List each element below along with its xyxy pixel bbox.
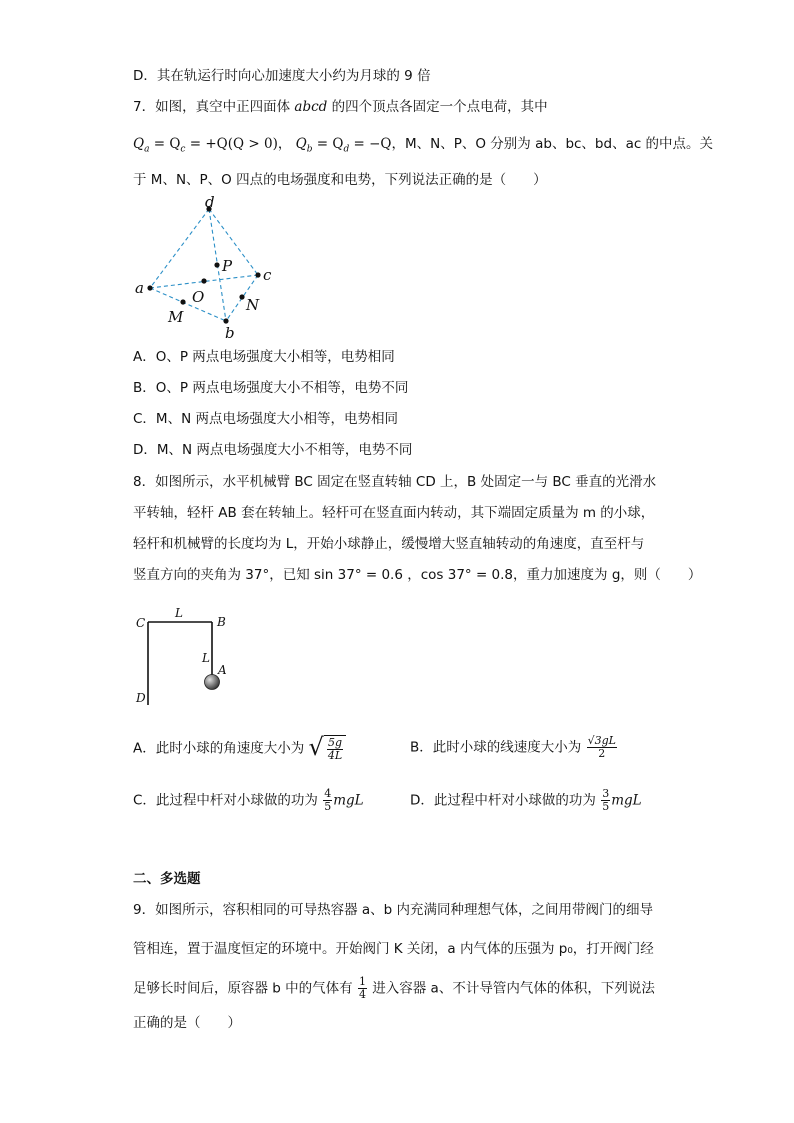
q7-line1-post: 的四个顶点各固定一个点电荷，其中 bbox=[327, 99, 548, 115]
label-m: M bbox=[168, 308, 184, 326]
q7-qd-expr: = Q bbox=[316, 136, 344, 152]
q8-optB-frac bbox=[587, 735, 617, 760]
label-B: B bbox=[217, 615, 226, 629]
label-c: c bbox=[263, 266, 272, 284]
q8-optD-frac bbox=[601, 788, 610, 813]
q8-optA-frac bbox=[327, 737, 343, 762]
q8-optD-tail: mgL bbox=[611, 792, 642, 809]
point-a bbox=[147, 285, 152, 290]
q7-line1-abcd: abcd bbox=[294, 99, 328, 115]
tetrahedron-figure bbox=[130, 195, 290, 340]
q9-frac-num: 1 bbox=[358, 975, 366, 988]
section-title: 二、多选题 bbox=[133, 871, 201, 887]
q9-line3-post: 进入容器 a、不计导管内气体的体积，下列说法 bbox=[372, 980, 655, 997]
label-d: d bbox=[205, 193, 215, 211]
point-n bbox=[239, 294, 244, 299]
point-p bbox=[214, 262, 219, 267]
q7-option-c: C．M、N 两点电场强度大小相等，电势相同 bbox=[133, 411, 398, 427]
q8-option-d bbox=[410, 788, 642, 813]
q8-optA-text: A．此时小球的角速度大小为 bbox=[133, 740, 305, 757]
q8-optA-sqrt bbox=[309, 735, 347, 762]
q8-option-a bbox=[133, 735, 346, 762]
point-c bbox=[255, 272, 260, 277]
point-b bbox=[223, 318, 228, 323]
label-n: N bbox=[246, 296, 260, 314]
q8-stem-line3: 轻杆和机械臂的长度均为 L，开始小球静止，缓慢增大竖直轴转动的角速度，直至杆与 bbox=[133, 536, 645, 552]
q9-stem-line1: 9．如图所示，容积相同的可导热容器 a、b 内充满同种理想气体，之间用带阀门的细导 bbox=[133, 902, 654, 918]
q8-option-c bbox=[133, 788, 364, 813]
q6-option-d: D．其在轨运行时向心加速度大小约为月球的 9 倍 bbox=[133, 68, 431, 84]
edge-da bbox=[150, 209, 209, 288]
label-A: A bbox=[218, 663, 227, 677]
q9-frac-den: 4 bbox=[358, 988, 366, 1001]
q8-optC-den: 5 bbox=[324, 800, 332, 813]
q8-optC-num: 4 bbox=[324, 787, 332, 800]
label-L-top: L bbox=[175, 606, 183, 620]
q8-optD-den: 5 bbox=[602, 800, 610, 813]
label-D: D bbox=[136, 691, 146, 705]
q8-optB-den: 2 bbox=[598, 747, 606, 760]
q9-stem-line2: 管相连，置于温度恒定的环境中。开始阀门 K 关闭，a 内气体的压强为 p₀，打开阀门经 bbox=[133, 941, 654, 957]
q8-optD-text: D．此过程中杆对小球做的功为 bbox=[410, 792, 596, 809]
label-b: b bbox=[225, 324, 235, 342]
q7-option-d: D．M、N 两点电场强度大小不相等，电势不同 bbox=[133, 442, 413, 458]
q7-sub-c: c bbox=[180, 144, 186, 155]
label-o: O bbox=[192, 288, 205, 306]
q7-sub-a: a bbox=[144, 144, 150, 155]
q7-qb: Q bbox=[295, 136, 307, 152]
label-L-rod: L bbox=[202, 651, 210, 665]
q7-sub-b: b bbox=[306, 144, 313, 155]
q9-frac bbox=[358, 976, 367, 1001]
q7-qa: Q bbox=[133, 136, 145, 152]
q8-optD-num: 3 bbox=[602, 787, 610, 800]
arm-figure bbox=[130, 600, 240, 710]
q7-line1-pre: 7．如图，真空中正四面体 bbox=[133, 99, 295, 115]
label-p: P bbox=[222, 257, 233, 275]
q7-qc-val: = +Q(Q > 0)， bbox=[189, 136, 292, 152]
label-a: a bbox=[135, 279, 144, 297]
q8-stem-line2: 平转轴，轻杆 AB 套在转轴上。轻杆可在竖直面内转动，其下端固定质量为 m 的小球， bbox=[133, 505, 655, 521]
q7-sub-d: d bbox=[343, 144, 350, 155]
q8-optA-num: 5g bbox=[327, 736, 343, 749]
sqrt-symbol: √ bbox=[308, 733, 324, 761]
q8-optC-frac bbox=[323, 788, 332, 813]
q8-optC-text: C．此过程中杆对小球做的功为 bbox=[133, 792, 318, 809]
q7-stem-line2 bbox=[133, 134, 713, 160]
q9-stem-line3 bbox=[133, 976, 655, 1001]
q9-stem-line4: 正确的是（ ） bbox=[133, 1015, 241, 1031]
q7-option-a: A．O、P 两点电场强度大小相等，电势相同 bbox=[133, 349, 395, 365]
q8-optC-tail: mgL bbox=[333, 792, 364, 809]
q7-line2-post: ，M、N、P、O 分别为 ab、bc、bd、ac 的中点。关 bbox=[391, 136, 714, 152]
label-C: C bbox=[136, 616, 146, 630]
q7-option-b: B．O、P 两点电场强度大小不相等，电势不同 bbox=[133, 380, 409, 396]
tetrahedron-points bbox=[147, 206, 260, 323]
point-m bbox=[180, 299, 185, 304]
q8-optB-num: √3gL bbox=[587, 734, 616, 747]
q7-qd-val: = −Q bbox=[353, 136, 392, 152]
q7-stem-line1 bbox=[133, 97, 548, 117]
q7-stem-line3: 于 M、N、P、O 四点的电场强度和电势，下列说法正确的是（ ） bbox=[133, 172, 547, 188]
q8-optB-text: B．此时小球的线速度大小为 bbox=[410, 739, 582, 756]
q8-optA-den: 4L bbox=[327, 749, 343, 762]
edge-ab bbox=[150, 288, 226, 321]
q7-qc-expr: = Q bbox=[153, 136, 181, 152]
q9-line3-pre: 足够长时间后，原容器 b 中的气体有 bbox=[133, 980, 353, 997]
q8-stem-line4: 竖直方向的夹角为 37°，已知 sin 37° = 0.6 ，cos 37° = 0.8，重力加速度为 g，则（ ） bbox=[133, 567, 702, 583]
q8-stem-line1: 8．如图所示，水平机械臂 BC 固定在竖直转轴 CD 上，B 处固定一与 BC 垂直的光滑水 bbox=[133, 474, 657, 490]
q8-option-b bbox=[410, 735, 618, 760]
point-o bbox=[201, 278, 206, 283]
